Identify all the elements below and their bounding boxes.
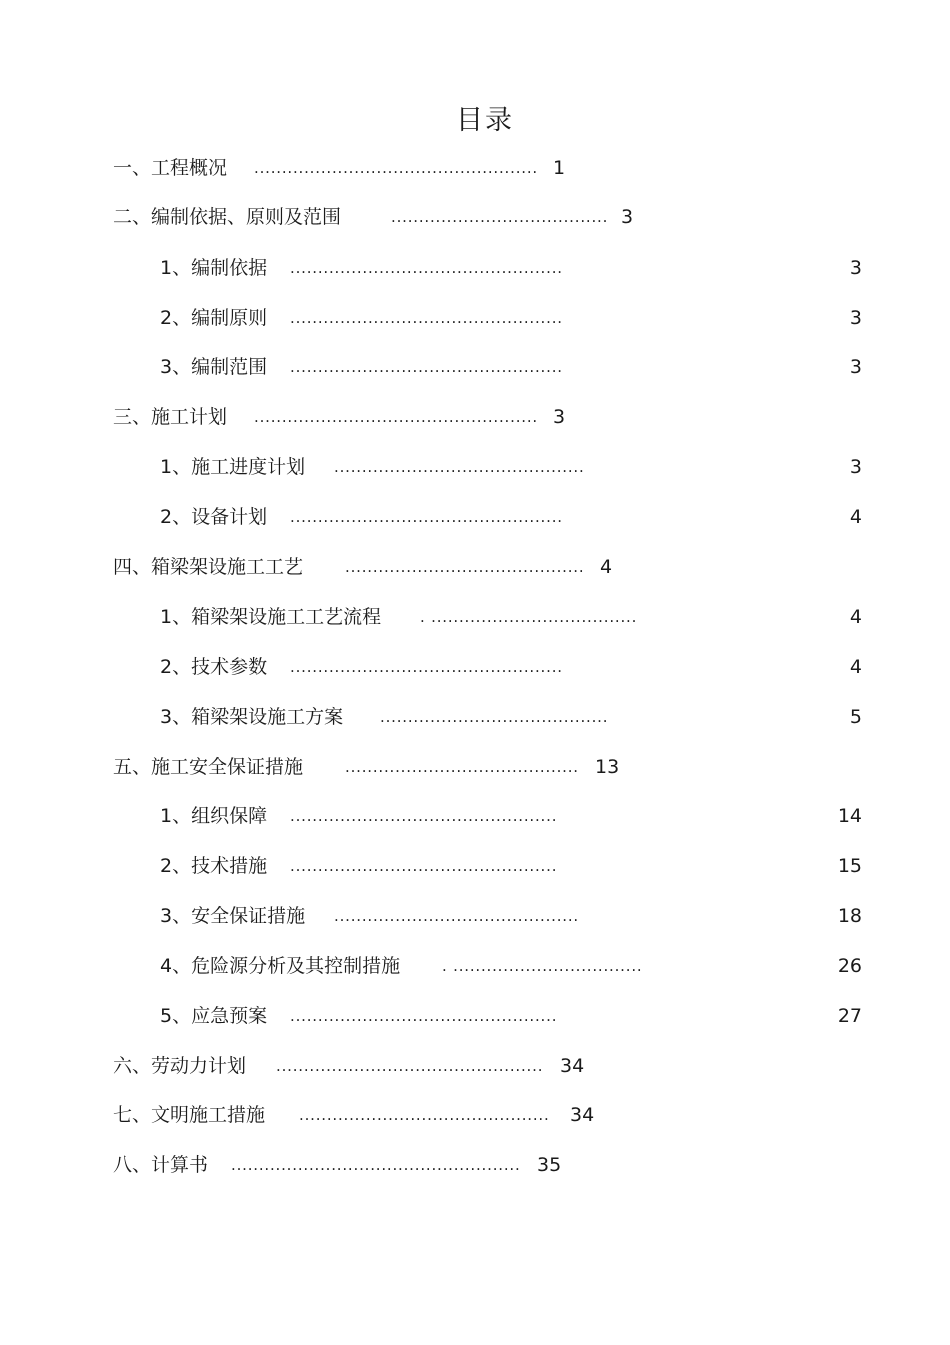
toc-entry-label: 2、设备计划 xyxy=(160,506,268,528)
toc-page-number: 3 xyxy=(849,356,862,378)
toc-entry-label: 3、安全保证措施 xyxy=(160,905,306,927)
toc-leader-dots: ................................................. xyxy=(290,309,563,327)
toc-leader-dots: .................................................... xyxy=(231,1156,521,1174)
toc-entry xyxy=(0,502,950,532)
toc-page-number: 13 xyxy=(595,756,620,778)
toc-page-number: 26 xyxy=(837,955,862,977)
toc-page-number: 35 xyxy=(537,1154,562,1176)
toc-entry-label: 七、文明施工措施 xyxy=(113,1104,266,1126)
page-title: 目录 xyxy=(456,105,514,136)
toc-entry xyxy=(0,202,950,232)
toc-page-number: 4 xyxy=(849,656,862,678)
toc-entry-label: 八、计算书 xyxy=(113,1154,209,1176)
toc-entry xyxy=(0,303,950,333)
toc-page-number: 3 xyxy=(621,206,634,228)
toc-page-number: 34 xyxy=(560,1055,585,1077)
toc-leader-dots: ................................................. xyxy=(290,259,563,277)
toc-entry xyxy=(0,951,950,981)
toc-leader-dots: ............................................ xyxy=(334,907,579,925)
toc-entry-label: 4、危险源分析及其控制措施 xyxy=(160,955,401,977)
toc-entry-label: 3、箱梁架设施工方案 xyxy=(160,706,344,728)
toc-page-number: 34 xyxy=(570,1104,595,1126)
toc-leader-dots: ................................................. xyxy=(290,658,563,676)
toc-page-number: 3 xyxy=(849,307,862,329)
toc-entry xyxy=(0,1100,950,1130)
toc-entry-label: 3、编制范围 xyxy=(160,356,268,378)
toc-page-number: 3 xyxy=(849,456,862,478)
toc-leader-dots: .......................................... xyxy=(345,758,579,776)
toc-entry xyxy=(0,702,950,732)
toc-entry xyxy=(0,801,950,831)
toc-entry-label: 三、施工计划 xyxy=(113,406,228,428)
toc-page-number: 14 xyxy=(837,805,862,827)
toc-leader-dots: ............................................. xyxy=(299,1106,550,1124)
toc-entry-label: 2、技术参数 xyxy=(160,656,268,678)
toc-entry-label: 2、编制原则 xyxy=(160,307,268,329)
toc-leader-dots: ......................................... xyxy=(380,708,609,726)
toc-entry xyxy=(0,602,950,632)
toc-page-number: 4 xyxy=(849,606,862,628)
toc-entry xyxy=(0,752,950,782)
toc-page-number: 1 xyxy=(553,157,566,179)
toc-entry xyxy=(0,402,950,432)
toc-leader-dots: ........................................... xyxy=(345,558,585,576)
toc-entry xyxy=(0,352,950,382)
toc-leader-dots: . .................................. xyxy=(442,957,643,975)
toc-leader-dots: ................................................. xyxy=(290,508,563,526)
toc-leader-dots: ................................................ xyxy=(290,857,558,875)
toc-leader-dots: ................................................ xyxy=(276,1057,544,1075)
toc-entry xyxy=(0,652,950,682)
toc-leader-dots: ................................................... xyxy=(254,408,538,426)
toc-entry xyxy=(0,153,950,183)
toc-entry-label: 二、编制依据、原则及范围 xyxy=(113,206,342,228)
toc-leader-dots: ............................................. xyxy=(334,458,585,476)
toc-page-number: 3 xyxy=(553,406,566,428)
toc-entry-label: 1、施工进度计划 xyxy=(160,456,306,478)
toc-entry-label: 2、技术措施 xyxy=(160,855,268,877)
toc-leader-dots: ................................................. xyxy=(290,358,563,376)
toc-entry xyxy=(0,901,950,931)
toc-entry xyxy=(0,552,950,582)
toc-entry-label: 六、劳动力计划 xyxy=(113,1055,247,1077)
toc-entry xyxy=(0,1150,950,1180)
toc-page-number: 27 xyxy=(837,1005,862,1027)
toc-page-number: 15 xyxy=(837,855,862,877)
toc-entry xyxy=(0,253,950,283)
toc-entry-label: 四、箱梁架设施工工艺 xyxy=(113,556,304,578)
toc-leader-dots: ................................................ xyxy=(290,1007,558,1025)
toc-entry-label: 1、箱梁架设施工工艺流程 xyxy=(160,606,382,628)
toc-entry xyxy=(0,851,950,881)
toc-page-number: 5 xyxy=(849,706,862,728)
toc-page-number: 4 xyxy=(849,506,862,528)
toc-entry-label: 一、工程概况 xyxy=(113,157,228,179)
toc-leader-dots: ................................................ xyxy=(290,807,558,825)
toc-entry xyxy=(0,1001,950,1031)
toc-page-number: 18 xyxy=(837,905,862,927)
toc-entry-label: 五、施工安全保证措施 xyxy=(113,756,304,778)
toc-leader-dots: ....................................... xyxy=(391,208,609,226)
toc-leader-dots: ................................................... xyxy=(254,159,538,177)
toc-entry-label: 1、组织保障 xyxy=(160,805,268,827)
toc-entry-label: 5、应急预案 xyxy=(160,1005,268,1027)
toc-leader-dots: . ..................................... xyxy=(420,608,638,626)
toc-entry xyxy=(0,1051,950,1081)
toc-page-number: 4 xyxy=(600,556,613,578)
toc-entry xyxy=(0,452,950,482)
toc-page-number: 3 xyxy=(849,257,862,279)
toc-entry-label: 1、编制依据 xyxy=(160,257,268,279)
